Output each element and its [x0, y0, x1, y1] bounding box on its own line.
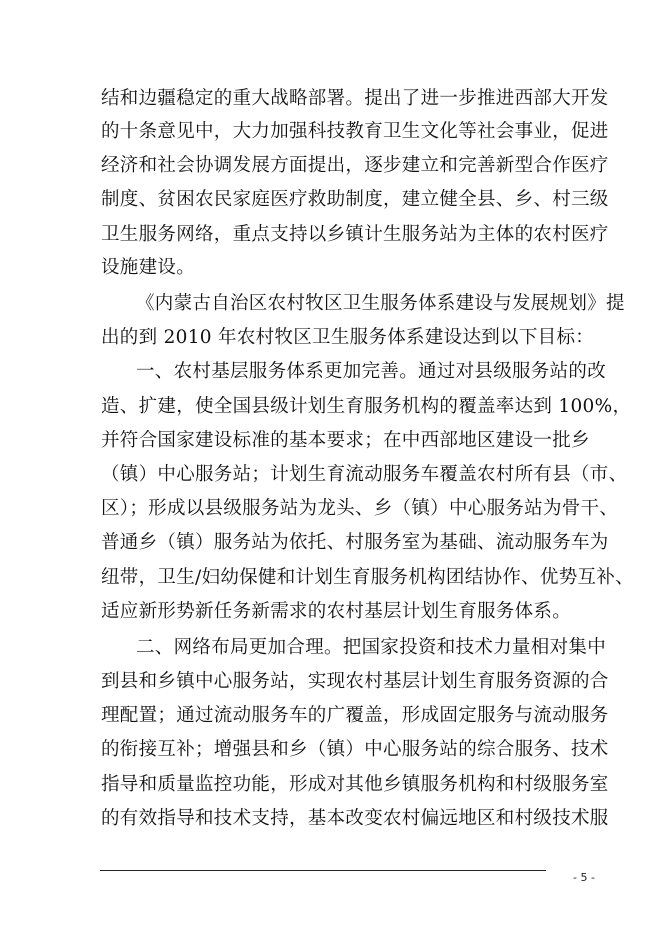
- text-line-3: 经济和社会协调发展方面提出，逐步建立和完善新型合作医疗: [101, 155, 609, 176]
- text-line-12: （镇）中心服务站；计划生育流动服务车覆盖农村所有县（市、: [101, 464, 628, 485]
- text-line-22: 的有效指导和技术支持，基本改变农村偏远地区和村级技术服: [101, 808, 609, 829]
- text-line-19: 理配置；通过流动服务车的广覆盖，形成固定服务与流动服务: [101, 705, 609, 726]
- text-line-5: 卫生服务网络，重点支持以乡镇计生服务站为主体的农村医疗: [101, 224, 609, 245]
- text-line-11: 并符合国家建设标准的基本要求；在中西部地区建设一批乡: [101, 430, 590, 451]
- footer-divider: [100, 870, 546, 871]
- text-line-13: 区）；形成以县级服务站为龙头、乡（镇）中心服务站为骨干、: [101, 498, 619, 519]
- text-line-17: 二、网络布局更加合理。把国家投资和技术力量相对集中: [136, 637, 607, 658]
- text-line-4: 制度、贫困农民家庭医疗救助制度，建立健全县、乡、村三级: [101, 189, 609, 210]
- text-line-20: 的衔接互补；增强县和乡（镇）中心服务站的综合服务、技术: [101, 739, 609, 760]
- text-line-7: 《内蒙古自治区农村牧区卫生服务体系建设与发展规划》提: [136, 293, 625, 314]
- text-line-10: 造、扩建，使全国县级计划生育服务机构的覆盖率达到 100%，: [101, 396, 632, 417]
- text-line-14: 普通乡（镇）服务站为依托、村服务室为基础、流动服务车为: [101, 532, 609, 553]
- text-line-9: 一、农村基层服务体系更加完善。通过对县级服务站的改: [136, 361, 607, 382]
- text-line-15: 纽带，卫生/妇幼保健和计划生育服务机构团结协作、优势互补、: [101, 567, 634, 588]
- text-line-18: 到县和乡镇中心服务站，实现农村基层计划生育服务资源的合: [101, 671, 609, 692]
- page-number: - 5 -: [573, 871, 595, 884]
- text-line-21: 指导和质量监控功能，形成对其他乡镇服务机构和村级服务室: [101, 774, 609, 795]
- text-line-16: 适应新形势新任务新需求的农村基层计划生育服务体系。: [101, 601, 572, 622]
- text-line-1: 结和边疆稳定的重大战略部署。提出了进一步推进西部大开发: [101, 88, 609, 109]
- text-line-8: 出的到 2010 年农村牧区卫生服务体系建设达到以下目标：: [101, 327, 595, 348]
- text-line-6: 设施建设。: [101, 257, 196, 278]
- text-line-2: 的十条意见中，大力加强科技教育卫生文化等社会事业，促进: [101, 121, 609, 142]
